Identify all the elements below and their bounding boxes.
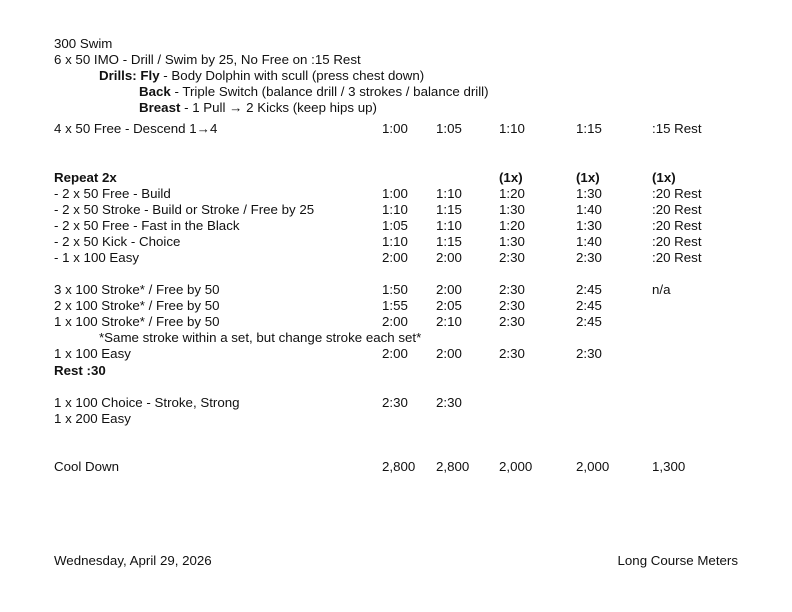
interval-3: 2:30 xyxy=(499,346,525,361)
interval-4: 1:15 xyxy=(576,121,602,136)
repeat-row xyxy=(0,186,792,202)
interval-3: 2:30 xyxy=(499,282,525,297)
rest-value: :20 Rest xyxy=(652,202,702,217)
stroke-row xyxy=(0,298,792,314)
interval-2: 1:05 xyxy=(436,121,462,136)
interval-3: 2:30 xyxy=(499,250,525,265)
drills-label: Drills: xyxy=(99,68,137,83)
drill-fly-line xyxy=(99,68,424,84)
footer-date: Wednesday, April 29, 2026 xyxy=(54,553,212,568)
row-label: - 1 x 100 Easy xyxy=(54,250,139,265)
interval-2: 2:05 xyxy=(436,298,462,313)
interval-3: 2:30 xyxy=(499,314,525,329)
fly-desc: - Body Dolphin with scull (press chest down) xyxy=(159,68,425,83)
repeat-count-3: (1x) xyxy=(499,170,523,185)
easy-200-line: 1 x 200 Easy xyxy=(54,411,131,426)
interval-1: 2:30 xyxy=(382,395,408,410)
row-label: 2 x 100 Stroke* / Free by 50 xyxy=(54,298,220,313)
interval-2: 1:15 xyxy=(436,202,462,217)
interval-4: 1:40 xyxy=(576,202,602,217)
interval-1: 1:10 xyxy=(382,234,408,249)
repeat-row xyxy=(0,250,792,266)
rest-value: :20 Rest xyxy=(652,186,702,201)
row-label: 1 x 100 Choice - Stroke, Strong xyxy=(54,395,240,410)
easy-row xyxy=(0,346,792,362)
interval-1: 2:00 xyxy=(382,250,408,265)
cooldown-row xyxy=(0,459,792,475)
interval-2: 2:00 xyxy=(436,250,462,265)
interval-4: 2:30 xyxy=(576,250,602,265)
interval-4: 2:45 xyxy=(576,298,602,313)
interval-1: 1:00 xyxy=(382,121,408,136)
interval-4: 2:45 xyxy=(576,282,602,297)
repeat-count-5: (1x) xyxy=(652,170,676,185)
drill-breast-line xyxy=(139,100,377,116)
repeat-label: Repeat 2x xyxy=(54,170,117,185)
repeat-count-4: (1x) xyxy=(576,170,600,185)
interval-2: 1:10 xyxy=(436,186,462,201)
breast-name: Breast xyxy=(139,100,181,115)
interval-1: 1:00 xyxy=(382,186,408,201)
row-label: - 2 x 50 Kick - Choice xyxy=(54,234,181,249)
footer-course: Long Course Meters xyxy=(617,553,738,568)
repeat-row xyxy=(0,218,792,234)
fly-name: Fly xyxy=(140,68,160,83)
total-1: 2,800 xyxy=(382,459,416,474)
interval-3: 2:30 xyxy=(499,298,525,313)
interval-2: 2:10 xyxy=(436,314,462,329)
interval-1: 2:00 xyxy=(382,314,408,329)
rest-value: :20 Rest xyxy=(652,218,702,233)
interval-1: 1:10 xyxy=(382,202,408,217)
interval-1: 1:55 xyxy=(382,298,408,313)
repeat-header-row xyxy=(0,170,792,186)
warmup-line: 300 Swim xyxy=(54,36,113,51)
choice-row xyxy=(0,395,792,411)
breast-desc: - 1 Pull → 2 Kicks (keep hips up) xyxy=(180,100,377,115)
rest-value: :20 Rest xyxy=(652,250,702,265)
interval-1: 1:05 xyxy=(382,218,408,233)
repeat-row xyxy=(0,234,792,250)
stroke-row xyxy=(0,314,792,330)
interval-4: 1:30 xyxy=(576,218,602,233)
back-name: Back xyxy=(139,84,171,99)
rest-label: Rest :30 xyxy=(54,363,106,378)
rest-value: :15 Rest xyxy=(652,121,702,136)
rest-value: n/a xyxy=(652,282,671,297)
interval-3: 1:30 xyxy=(499,202,525,217)
row-label: 4 x 50 Free - Descend 1→4 xyxy=(54,121,218,136)
row-label: 1 x 100 Stroke* / Free by 50 xyxy=(54,314,220,329)
interval-3: 1:20 xyxy=(499,186,525,201)
rest-value: :20 Rest xyxy=(652,234,702,249)
total-2: 2,800 xyxy=(436,459,470,474)
descend-row xyxy=(0,121,792,137)
interval-1: 1:50 xyxy=(382,282,408,297)
interval-2: 2:00 xyxy=(436,282,462,297)
interval-4: 1:40 xyxy=(576,234,602,249)
interval-4: 2:30 xyxy=(576,346,602,361)
interval-3: 1:30 xyxy=(499,234,525,249)
total-4: 2,000 xyxy=(576,459,610,474)
interval-1: 2:00 xyxy=(382,346,408,361)
interval-4: 1:30 xyxy=(576,186,602,201)
stroke-row xyxy=(0,282,792,298)
interval-3: 1:10 xyxy=(499,121,525,136)
stroke-note: *Same stroke within a set, but change stroke each set* xyxy=(99,330,422,345)
interval-4: 2:45 xyxy=(576,314,602,329)
interval-2: 1:10 xyxy=(436,218,462,233)
row-label: Cool Down xyxy=(54,459,120,474)
row-label: - 2 x 50 Free - Fast in the Black xyxy=(54,218,240,233)
back-desc: - Triple Switch (balance drill / 3 strokes / balance drill) xyxy=(170,84,489,99)
imo-line: 6 x 50 IMO - Drill / Swim by 25, No Free on :15 Rest xyxy=(54,52,361,67)
row-label: 3 x 100 Stroke* / Free by 50 xyxy=(54,282,220,297)
row-label: 1 x 100 Easy xyxy=(54,346,131,361)
drill-back-line xyxy=(139,84,489,100)
row-label: - 2 x 50 Free - Build xyxy=(54,186,171,201)
interval-2: 1:15 xyxy=(436,234,462,249)
interval-3: 1:20 xyxy=(499,218,525,233)
repeat-row xyxy=(0,202,792,218)
total-3: 2,000 xyxy=(499,459,533,474)
total-5: 1,300 xyxy=(652,459,686,474)
interval-2: 2:00 xyxy=(436,346,462,361)
row-label: - 2 x 50 Stroke - Build or Stroke / Free by 25 xyxy=(54,202,315,217)
interval-2: 2:30 xyxy=(436,395,462,410)
